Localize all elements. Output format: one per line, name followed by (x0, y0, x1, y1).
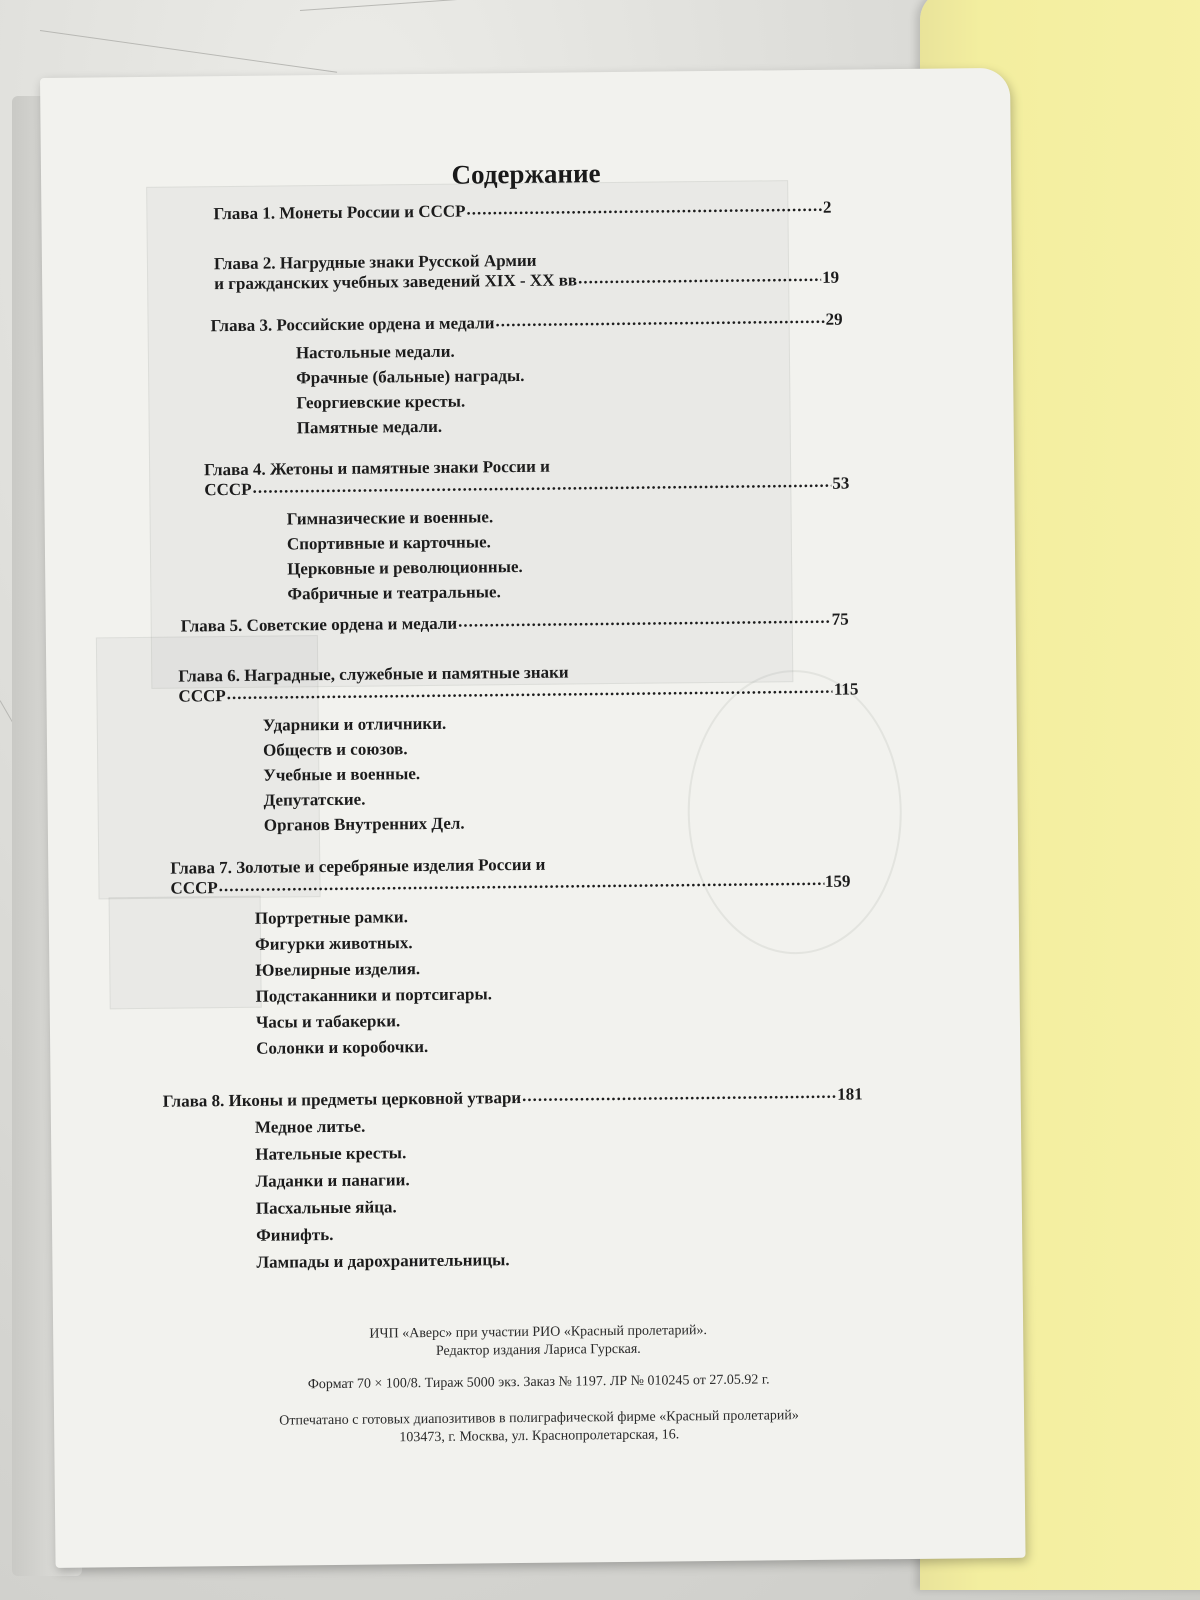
chapter-title: Глава 1. Монеты России и СССР (213, 201, 466, 224)
toc-entry-chapter-7 (170, 852, 850, 899)
subsection: Ударники и отличники. (262, 713, 447, 735)
page-number: 159 (824, 871, 851, 891)
toc-entry-chapter-4 (204, 454, 849, 501)
chapter-title: Глава 2. Нагрудные знаки Русской Армии (213, 250, 537, 274)
subsection: Ювелирные изделия. (255, 959, 421, 980)
page-number: 181 (837, 1084, 863, 1104)
book-page (40, 68, 1026, 1568)
subsection: Часы и табакерки. (255, 1011, 401, 1032)
subsection: Церковные и революционные. (287, 556, 523, 579)
leader-dots (522, 1083, 836, 1103)
page-number: 19 (822, 267, 840, 287)
leader-dots (495, 308, 824, 328)
page-number: 53 (832, 473, 850, 493)
toc-title: Содержание (451, 158, 601, 190)
chapter-title: Глава 7. Золотые и серебряные изделия России и (170, 854, 546, 878)
subsection: Фигурки животных. (254, 933, 413, 954)
subsection: Подстаканники и портсигары. (255, 984, 493, 1006)
subsection: Учебные и военные. (263, 764, 421, 785)
subsection: Портретные рамки. (254, 907, 409, 928)
subsection: Памятные медали. (296, 416, 443, 438)
subsection: Спортивные и карточные. (286, 532, 491, 554)
subsection: Георгиевские кресты. (296, 391, 466, 413)
chapter-title: Глава 3. Российские ордена и медали (210, 313, 495, 336)
page-number: 115 (833, 679, 859, 699)
imprint-publisher: ИЧП «Аверс» при участии РИО «Красный пролетарий». (369, 1323, 708, 1342)
toc-entry-chapter-6 (178, 659, 858, 706)
leader-dots (466, 196, 822, 217)
subsection: Лампады и дарохранительницы. (256, 1250, 510, 1272)
toc-entry-chapter-2 (214, 248, 839, 295)
subsection: Органов Внутренних Дел. (263, 813, 465, 835)
chapter-title-continued: СССР (178, 686, 226, 706)
chapter-title: Глава 8. Иконы и предметы церковной утвари (162, 1088, 522, 1111)
subsection: Ладанки и панагии. (255, 1170, 410, 1191)
chapter-title-continued: СССР (170, 878, 218, 898)
chapter-title: Глава 6. Наградные, служебные и памятные знаки (178, 662, 569, 686)
toc-entry-chapter-8 (163, 1084, 863, 1111)
subsection: Гимназические и военные. (286, 507, 494, 529)
subsection: Депутатские. (263, 789, 366, 810)
page-number: 29 (825, 309, 843, 329)
chapter-title-continued: и гражданских учебных заведений XIX - XX вв (214, 270, 578, 294)
imprint-format: Формат 70 × 100/8. Тираж 5000 экз. Заказ № 1197. ЛР № 010245 от 27.05.92 г. (307, 1372, 770, 1393)
chapter-title: Глава 5. Советские ордена и медали (180, 613, 458, 636)
imprint-editor: Редактор издания Лариса Гурская. (435, 1341, 641, 1359)
leader-dots (458, 608, 831, 629)
imprint-printer: Отпечатано с готовых диапозитивов в полиграфической фирме «Красный пролетарий» (279, 1408, 799, 1429)
imprint-address: 103473, г. Москва, ул. Краснопролетарская, 16. (399, 1427, 680, 1446)
subsection: Пасхальные яйца. (255, 1197, 397, 1218)
chapter-title-continued: СССР (204, 479, 252, 500)
subsection: Настольные медали. (295, 341, 455, 363)
subsection: Медное литье. (254, 1116, 366, 1137)
page-number: 75 (831, 609, 849, 629)
chapter-title: Глава 4. Жетоны и памятные знаки России и (204, 456, 550, 480)
subsection: Нательные кресты. (255, 1143, 407, 1164)
subsection: Фрачные (бальные) награды. (296, 365, 525, 388)
page-number: 2 (822, 197, 832, 217)
subsection: Фабричные и театральные. (287, 582, 501, 604)
subsection: Солонки и коробочки. (256, 1036, 429, 1058)
leader-dots (578, 266, 821, 286)
subsection: Финифть. (256, 1224, 334, 1245)
subsection: Обществ и союзов. (262, 739, 408, 760)
